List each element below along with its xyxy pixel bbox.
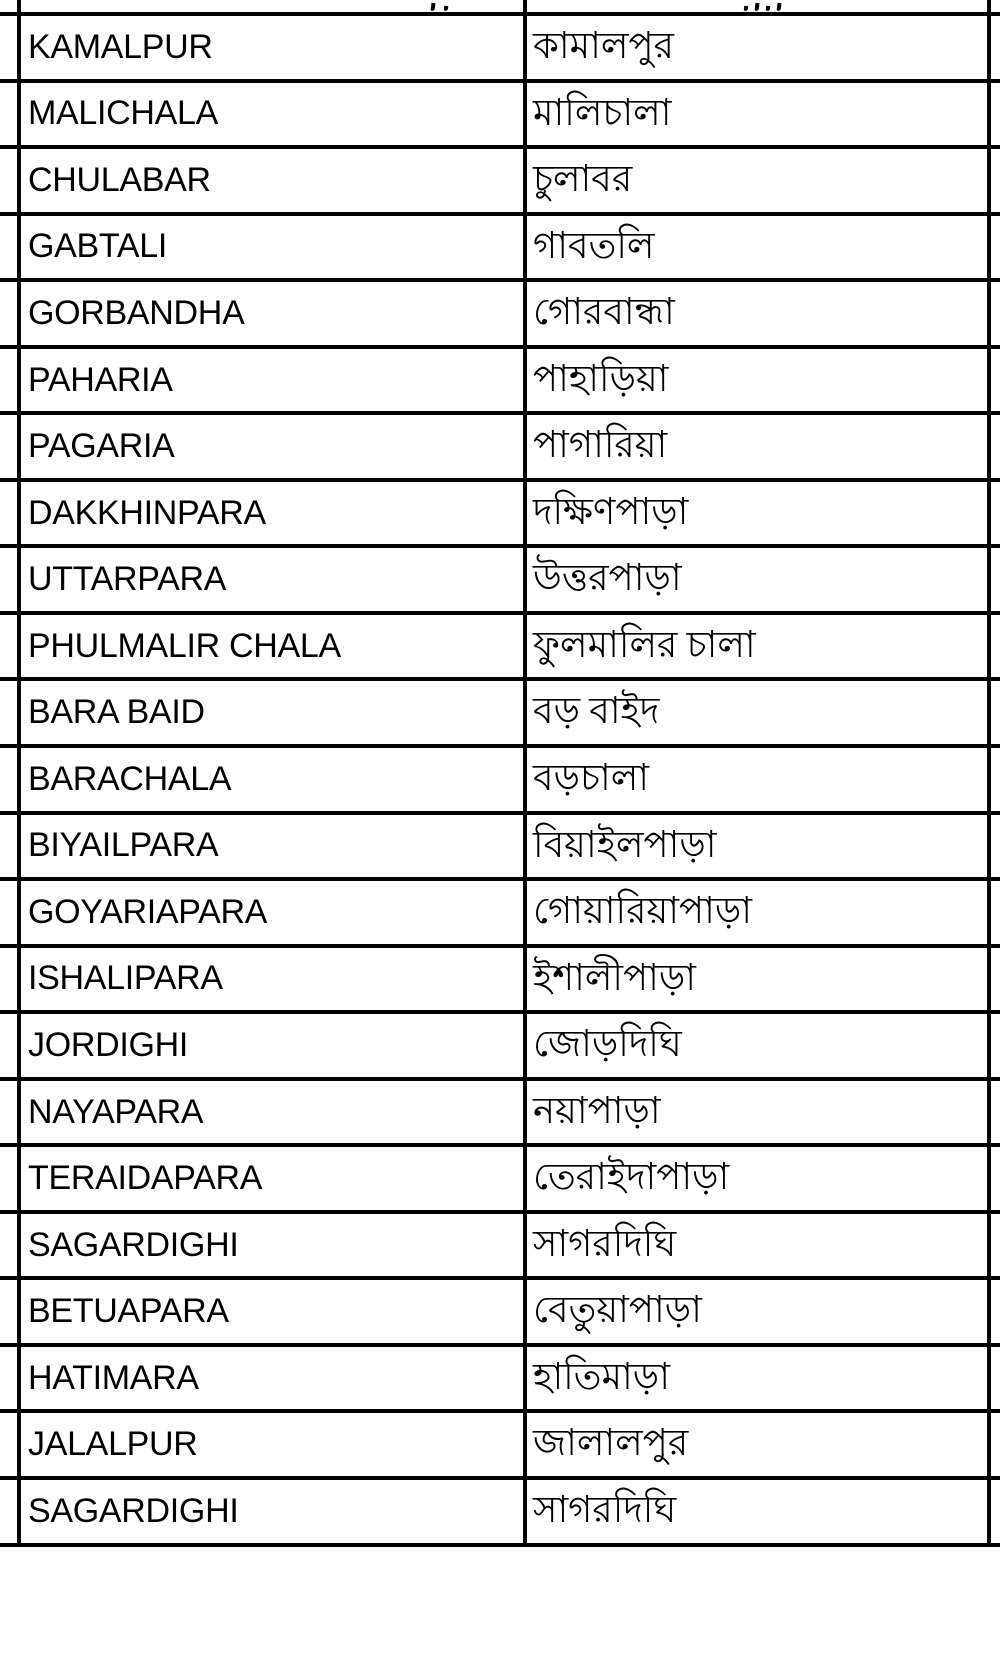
village-name-bangla: সাগরদিঘি	[523, 1480, 987, 1543]
village-name-english: PAGARIA	[17, 415, 523, 478]
cropped-left-column	[0, 948, 17, 1011]
village-name-bangla: পাগারিয়া	[523, 415, 987, 478]
glyph-descender-mark	[744, 6, 749, 11]
village-name-bangla: দক্ষিণপাড়া	[523, 482, 987, 545]
cropped-left-column	[0, 1280, 17, 1343]
village-name-english: BARA BAID	[17, 681, 523, 744]
cropped-left-column	[0, 83, 17, 146]
cropped-header-text-remnant	[431, 3, 448, 11]
table-row	[0, 748, 1000, 815]
village-name-bangla: নয়াপাড়া	[523, 1081, 987, 1144]
cropped-left-column	[0, 548, 17, 611]
village-name-english: SAGARDIGHI	[17, 1214, 523, 1277]
table-row	[0, 16, 1000, 83]
cropped-left-column	[0, 1014, 17, 1077]
village-name-english: ISHALIPARA	[17, 948, 523, 1011]
cropped-left-column	[0, 1081, 17, 1144]
table-row	[0, 83, 1000, 150]
village-name-bangla: চুলাবর	[523, 149, 987, 212]
cropped-right-column	[987, 1280, 1000, 1343]
village-name-english: GABTALI	[17, 216, 523, 279]
cropped-left-column	[0, 415, 17, 478]
cropped-left-column	[0, 1214, 17, 1277]
cropped-right-column	[987, 815, 1000, 878]
glyph-descender-mark	[431, 3, 436, 11]
village-name-english: SAGARDIGHI	[17, 1480, 523, 1543]
cropped-right-column	[987, 548, 1000, 611]
cropped-right-column	[987, 282, 1000, 345]
cropped-left-column	[0, 1347, 17, 1410]
village-name-bangla: তেরাইদাপাড়া	[523, 1147, 987, 1210]
glyph-descender-mark	[444, 6, 449, 11]
table-row	[0, 1480, 1000, 1547]
cropped-right-column	[987, 149, 1000, 212]
header-cell-english	[17, 0, 523, 12]
village-name-bangla: সাগরদিঘি	[523, 1214, 987, 1277]
village-name-english: NAYAPARA	[17, 1081, 523, 1144]
table-row	[0, 1014, 1000, 1081]
village-name-english: GORBANDHA	[17, 282, 523, 345]
cropped-left-column	[0, 349, 17, 412]
table-row	[0, 149, 1000, 216]
cropped-left-column	[0, 16, 17, 79]
cropped-right-column	[987, 1214, 1000, 1277]
cropped-right-column	[987, 615, 1000, 678]
table-row	[0, 1413, 1000, 1480]
table-row	[0, 282, 1000, 349]
cropped-right-column	[987, 1480, 1000, 1543]
village-name-english: MALICHALA	[17, 83, 523, 146]
cropped-right-column	[987, 482, 1000, 545]
table-row	[0, 548, 1000, 615]
village-name-english: PHULMALIR CHALA	[17, 615, 523, 678]
table-row	[0, 1147, 1000, 1214]
village-name-bangla: জালালপুর	[523, 1413, 987, 1476]
table-row	[0, 881, 1000, 948]
village-name-english: BETUAPARA	[17, 1280, 523, 1343]
village-name-bangla: মালিচালা	[523, 83, 987, 146]
village-name-english: CHULABAR	[17, 149, 523, 212]
village-name-english: BIYAILPARA	[17, 815, 523, 878]
glyph-descender-mark	[755, 3, 760, 11]
village-name-english: GOYARIAPARA	[17, 881, 523, 944]
village-name-english: HATIMARA	[17, 1347, 523, 1410]
village-name-bangla: ফুলমালির চালা	[523, 615, 987, 678]
cropped-left-column	[0, 216, 17, 279]
cropped-right-column	[987, 748, 1000, 811]
village-name-english: BARACHALA	[17, 748, 523, 811]
village-name-bangla: কামালপুর	[523, 16, 987, 79]
table-row	[0, 615, 1000, 682]
glyph-descender-mark	[777, 3, 782, 11]
cropped-left-column	[0, 1480, 17, 1543]
village-name-bangla: গাবতলি	[523, 216, 987, 279]
table-row	[0, 815, 1000, 882]
cropped-left-column	[0, 615, 17, 678]
cropped-right-column	[987, 16, 1000, 79]
table-row	[0, 482, 1000, 549]
village-name-english: JALALPUR	[17, 1413, 523, 1476]
cropped-right-column	[987, 415, 1000, 478]
cropped-right-column	[987, 1413, 1000, 1476]
cropped-left-column	[0, 149, 17, 212]
cropped-right-column	[987, 948, 1000, 1011]
village-name-bangla: হাতিমাড়া	[523, 1347, 987, 1410]
village-name-bangla: জোড়দিঘি	[523, 1014, 987, 1077]
cropped-right-column	[987, 1147, 1000, 1210]
cropped-right-column	[987, 1347, 1000, 1410]
cropped-right-column	[987, 216, 1000, 279]
village-name-bangla: গোয়ারিয়াপাড়া	[523, 881, 987, 944]
cropped-right-column	[987, 1081, 1000, 1144]
village-name-english: TERAIDAPARA	[17, 1147, 523, 1210]
village-name-bangla: উত্তরপাড়া	[523, 548, 987, 611]
table-row	[0, 1081, 1000, 1148]
cropped-right-column	[987, 0, 1000, 12]
cropped-right-column	[987, 83, 1000, 146]
table-header-row-cropped	[0, 0, 1000, 16]
table-row	[0, 216, 1000, 283]
cropped-left-column	[0, 1147, 17, 1210]
village-name-bangla: বিয়াইলপাড়া	[523, 815, 987, 878]
table-row	[0, 1214, 1000, 1281]
cropped-right-column	[987, 349, 1000, 412]
cropped-header-text-remnant	[744, 3, 781, 11]
cropped-left-column	[0, 282, 17, 345]
cropped-right-column	[987, 681, 1000, 744]
village-name-bangla: বেতুয়াপাড়া	[523, 1280, 987, 1343]
table-row	[0, 349, 1000, 416]
cropped-left-column	[0, 815, 17, 878]
village-name-bangla: গোরবান্ধা	[523, 282, 987, 345]
village-name-english: DAKKHINPARA	[17, 482, 523, 545]
village-name-bangla: বড় বাইদ	[523, 681, 987, 744]
cropped-left-column	[0, 1413, 17, 1476]
village-name-english: PAHARIA	[17, 349, 523, 412]
village-name-bangla: ইশালীপাড়া	[523, 948, 987, 1011]
cropped-right-column	[987, 1014, 1000, 1077]
table-row	[0, 1280, 1000, 1347]
cropped-right-column	[987, 881, 1000, 944]
table-row	[0, 1347, 1000, 1414]
cropped-left-column	[0, 881, 17, 944]
cropped-left-column	[0, 482, 17, 545]
glyph-descender-mark	[766, 6, 771, 11]
village-name-english: JORDIGHI	[17, 1014, 523, 1077]
village-name-bangla: বড়চালা	[523, 748, 987, 811]
header-cell-bangla	[523, 0, 987, 12]
table-row	[0, 681, 1000, 748]
village-name-english: UTTARPARA	[17, 548, 523, 611]
village-name-english: KAMALPUR	[17, 16, 523, 79]
cropped-left-column	[0, 681, 17, 744]
cropped-left-column	[0, 0, 17, 12]
table-row	[0, 948, 1000, 1015]
cropped-left-column	[0, 748, 17, 811]
village-name-bangla: পাহাড়িয়া	[523, 349, 987, 412]
table-row	[0, 415, 1000, 482]
